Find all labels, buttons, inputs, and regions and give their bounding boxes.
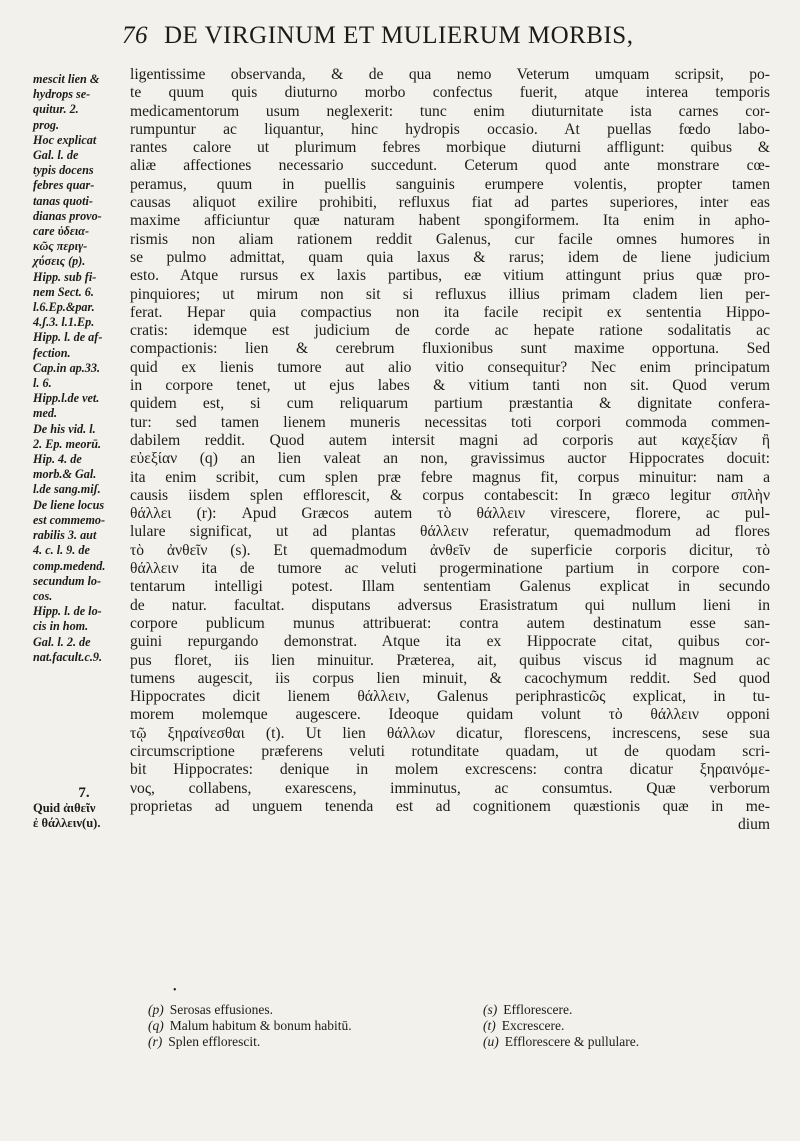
margin-note-line: l. 6. bbox=[33, 376, 52, 391]
margin-note-line: quitur. 2. bbox=[33, 102, 79, 117]
margin-section bbox=[33, 786, 125, 831]
footnote-text: Excrescere. bbox=[501, 1018, 565, 1034]
footnote-text: Malum habitum & bonum habitū. bbox=[169, 1018, 352, 1034]
margin-note-line: mescit lien & bbox=[33, 72, 100, 86]
body-line: corpore publicum munus attribuerat: contra autem destinatum esse san- bbox=[130, 614, 770, 632]
footnote-mark: (q) bbox=[148, 1018, 164, 1034]
margin-note-line: typis docens bbox=[33, 163, 94, 178]
body-line: τὸ ἀνθεῖν (s). Et quemadmodum ἀνθεῖν de superficie corporis dicitur, τὸ bbox=[130, 541, 770, 559]
body-text bbox=[130, 66, 770, 834]
body-line: se pulmo admittat, quam quia laxus & rarus; idem de liene judicium bbox=[130, 248, 770, 266]
margin-note-line: dianas provo- bbox=[33, 208, 102, 223]
margin-note-line: 4.ʃ.3. l.1.Ep. bbox=[33, 315, 95, 330]
body-line: pinquiores; ut mirum non sit si refluxus illius primam cladem lien per- bbox=[130, 285, 770, 303]
margin-note-line: nat.facult.c.9. bbox=[33, 649, 103, 664]
body-line: tur: sed tamen lienem muneris necessitas toti corpori commoda commen- bbox=[130, 413, 770, 431]
margin-note-line: 4. c. l. 9. de bbox=[33, 543, 90, 558]
margin-note-line: secundum lo- bbox=[33, 573, 102, 588]
body-line: te quum quis diuturno morbo confectus fuerit, atque interea temporis bbox=[130, 84, 770, 102]
section-number: 7. bbox=[78, 785, 90, 801]
body-line: bit Hippocrates: denique in molem excrescens: contra dicatur ξηραινόμε- bbox=[130, 761, 770, 779]
body-line: de natur. facultat. disputans adversus Erasistratum qui nullum lieni in bbox=[130, 596, 770, 614]
margin-note-line: Gal. l. de bbox=[33, 148, 79, 163]
margin-note-line: comp.medend. bbox=[33, 558, 106, 573]
margin-note-line: prog. bbox=[33, 117, 60, 132]
body-line: aliæ affectiones necessario succedunt. Ceterum quod ante monstrare cœ- bbox=[130, 157, 770, 175]
body-line: νος, collabens, exarescens, imminutus, ac consumtus. Quæ verborum bbox=[130, 779, 770, 797]
margin-note-line: tanas quoti- bbox=[33, 193, 93, 208]
footnote bbox=[483, 1034, 748, 1050]
margin-note-line: morb.& Gal. bbox=[33, 467, 97, 482]
body-line: in corpore tenet, ut ejus labes & vitium tanti non sit. Quod verum bbox=[130, 377, 770, 395]
body-line: maxime afficiuntur quæ naturam habent spongiformem. Ita enim in apho- bbox=[130, 212, 770, 230]
body-line: peramus, quum in puellis sanguinis erumpere volentis, propter tamen bbox=[130, 175, 770, 193]
body-line: rismis non aliam rationem reddit Galenus, cur facile omnes humores in bbox=[130, 230, 770, 248]
body-line: causas aliquot exilire prohibiti, refluxus fiat ad partes superiores, inter eas bbox=[130, 194, 770, 212]
margin-note-line: Hipp.l.de vet. bbox=[33, 391, 100, 406]
margin-note-line: Hoc explicat bbox=[33, 132, 97, 147]
body-line: medicamentorum usum neglexerit: tunc enim diuturnitate ista carnes cor- bbox=[130, 102, 770, 120]
body-line: circumscriptione præferens veluti rotunditate quadam, ut de quodam scri- bbox=[130, 742, 770, 760]
body-line: ligentissime observanda, & de qua nemo Veterum umquam scripsit, po- bbox=[130, 66, 770, 83]
body-line: θάλλειν ita de tumore ac veluti progerminatione partium in corpore con- bbox=[130, 560, 770, 578]
page-number: 76 bbox=[122, 22, 148, 49]
margin-note-line: cos. bbox=[33, 588, 53, 603]
body-line: dabilem reddit. Quod autem intersit magni ad corporis aut καχεξίαν ἢ bbox=[130, 431, 770, 449]
footnote-mark: (u) bbox=[483, 1034, 499, 1050]
footnote-text: Splen efflorescit. bbox=[168, 1034, 261, 1050]
margin-note-line: l.de sang.miʃ. bbox=[33, 482, 101, 497]
margin-note-line: care ὑδεια- bbox=[33, 224, 90, 239]
footnote-mark: (t) bbox=[483, 1018, 496, 1034]
margin-note-line: De his vid. l. bbox=[33, 421, 96, 436]
section-gloss-line: ἐ θάλλειν(u). bbox=[33, 816, 101, 830]
margin-note-line: med. bbox=[33, 406, 58, 421]
margin-note-line: cis in hom. bbox=[33, 619, 89, 634]
margin-note-line: Hipp. l. de lo- bbox=[33, 604, 102, 619]
body-line: Hippocrates dicit lienem θάλλειν, Galenus periphrasticῶς explicat, in tu- bbox=[130, 688, 770, 706]
body-line: ita enim scribit, cum splen præ febre magnus fit, corpus minuitur: nam a bbox=[130, 468, 770, 486]
body-line: cratis: idemque est judicium de corde ac hepate ratione sodalitatis ac bbox=[130, 322, 770, 340]
separator-dot: • bbox=[173, 985, 177, 996]
margin-note-line: est commemo- bbox=[33, 512, 106, 527]
margin-note-line: hydrops se- bbox=[33, 87, 91, 102]
footnotes-left-column bbox=[148, 1002, 448, 1051]
body-line: proprietas ad unguem tenenda est ad cognitionem quæstionis quæ in me- bbox=[130, 797, 770, 815]
margin-note-line: Cap.in ap.33. bbox=[33, 360, 101, 375]
body-line: esto. Atque rursus ex laxis partibus, eæ vitium attingunt prius quæ pro- bbox=[130, 267, 770, 285]
margin-notes bbox=[33, 72, 125, 665]
margin-note-line: febres quar- bbox=[33, 178, 95, 193]
margin-note-line: rabilis 3. aut bbox=[33, 528, 97, 543]
body-line: ferat. Hepar quia compactius non ita facile recipit ex sententia Hippo- bbox=[130, 303, 770, 321]
catchword: dium bbox=[737, 816, 770, 834]
body-line: pus floret, iis lien minuitur. Præterea, ait, quibus viscus id magnum ac bbox=[130, 651, 770, 669]
margin-note-line: κῶς περιγ- bbox=[33, 239, 88, 254]
body-line: rantes calore ut plurimum febres morbique diuturni affligunt: quibus & bbox=[130, 139, 770, 157]
margin-note-line: Hipp. l. de af- bbox=[33, 330, 103, 345]
footnote-mark: (p) bbox=[148, 1002, 164, 1017]
margin-note-line: Hip. 4. de bbox=[33, 452, 82, 467]
body-line: morem molemque augescere. Ideoque quidam volunt τὸ θάλλειν opponi bbox=[130, 706, 770, 724]
body-line: τῷ ξηραίνεσθαι (t). Ut lien θάλλων dicatur, florescens, increscens, sese sua bbox=[130, 724, 770, 742]
margin-note-line: 2. Ep. meorū. bbox=[33, 436, 102, 451]
body-line: εὐεξίαν (q) an lien valeat an non, gravissimus auctor Hippocrates docuit: bbox=[130, 450, 770, 468]
footnote-mark: (s) bbox=[483, 1002, 498, 1017]
body-line: tentarum intelligi potest. Illam sententiam Galenus explicat in secundo bbox=[130, 578, 770, 596]
body-line: rumpuntur ac liquantur, hinc hydropis occasio. At puellas fœdo labo- bbox=[130, 120, 770, 138]
running-header bbox=[122, 22, 762, 50]
footnote bbox=[483, 1018, 748, 1034]
body-line: compactionis: lien & cerebrum fluxionibus sunt maxime opportuna. Sed bbox=[130, 340, 770, 358]
body-line: tumens augescit, iis corpus lien minuit, & cacochymum reddit. Sed quod bbox=[130, 669, 770, 687]
margin-note-line: De liene locus bbox=[33, 497, 105, 512]
footnote bbox=[148, 1034, 448, 1050]
margin-note-line: nem Sect. 6. bbox=[33, 284, 94, 299]
body-line: quid ex lienis tumore aut alio vitio consequitur? Nec enim principatum bbox=[130, 358, 770, 376]
body-line: θάλλει (r): Apud Græcos autem τὸ θάλλειν virescere, florere, ac pul- bbox=[130, 505, 770, 523]
running-title: DE VIRGINUM ET MULIERUM MORBIS, bbox=[164, 22, 634, 49]
footnote bbox=[148, 1018, 448, 1034]
footnotes-right-column bbox=[483, 1002, 748, 1051]
footnote bbox=[483, 1002, 748, 1018]
body-line: guini repurgando demonstrat. Atque ita ex Hippocrate citat, quibus cor- bbox=[130, 633, 770, 651]
body-line: lulare significat, ut ad plantas θάλλειν referatur, quemadmodum ad flores bbox=[130, 523, 770, 541]
margin-note-line: Hipp. sub fi- bbox=[33, 269, 97, 284]
margin-note-line: χύσεις (p). bbox=[33, 254, 86, 269]
footnote-text: Serosas effusiones. bbox=[169, 1002, 273, 1017]
margin-note-line: Gal. l. 2. de bbox=[33, 634, 91, 649]
footnote-text: Efflorescere & pullulare. bbox=[504, 1034, 640, 1050]
footnote bbox=[148, 1002, 448, 1018]
margin-note-line: fection. bbox=[33, 345, 71, 360]
body-line: quidem est, si cum reliquarum partium præstantia & dignitate confera- bbox=[130, 395, 770, 413]
footnote-text: Efflorescere. bbox=[503, 1002, 573, 1017]
section-gloss-line: Quid ἀιθεῖν bbox=[33, 801, 96, 815]
body-line: causis iisdem splen efflorescit, & corpus contabescit: In græco legitur σπλὴν bbox=[130, 486, 770, 504]
margin-note-line: l.6.Ep.&par. bbox=[33, 300, 95, 315]
footnote-mark: (r) bbox=[148, 1034, 163, 1050]
